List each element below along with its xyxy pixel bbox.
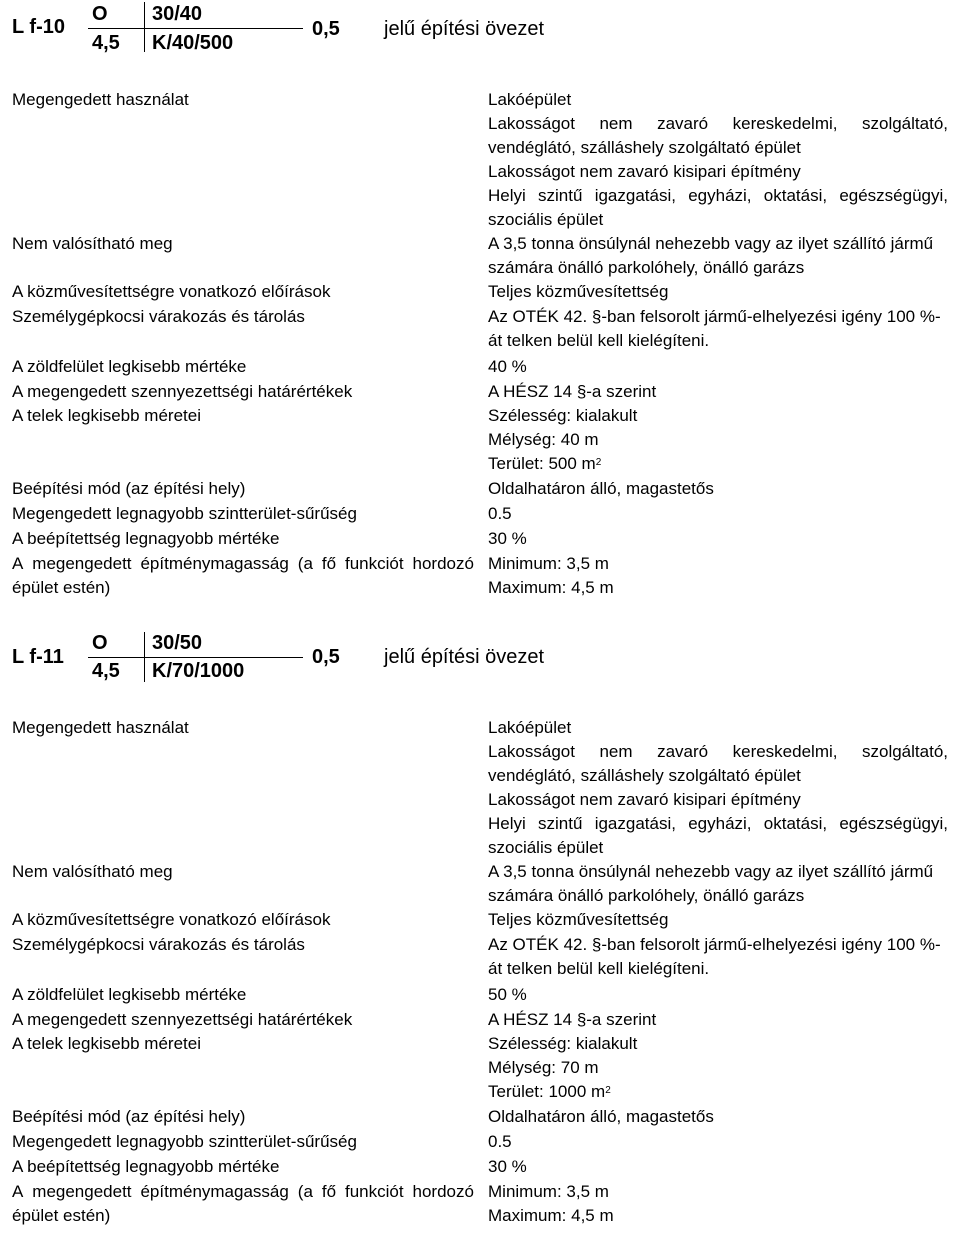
rule-value: Teljes közművesítettség [488,282,669,301]
rule-label: A telek legkisebb méretei [12,1034,201,1053]
zone-top-left: O [92,3,108,25]
value-line-justified: Helyi szintű igazgatási, egyházi, oktatási, egészségügyi, [488,814,948,833]
rule-label: Személygépkocsi várakozás és tárolás [12,307,305,326]
zone-ratio: 0,5 [312,646,340,668]
rule-value [488,404,637,476]
rule-value [488,716,948,860]
zone-bottom-left: 4,5 [92,660,120,682]
rule-value: 50 % [488,985,527,1004]
value-line: Maximum: 4,5 m [488,1206,614,1225]
fraction-divider-horizontal [88,28,303,29]
rule-label: A megengedett szennyezettségi határértékek [12,382,353,401]
rule-label: Beépítési mód (az építési hely) [12,1107,246,1126]
rule-value: 30 % [488,529,527,548]
rule-label: Nem valósítható meg [12,234,173,253]
zone-bottom-right: K/40/500 [152,32,234,54]
rule-value [488,88,948,232]
rule-label: A zöldfelület legkisebb mértéke [12,357,247,376]
rule-value: 40 % [488,357,527,376]
zone-ratio: 0,5 [312,18,340,40]
value-line: Szélesség: kialakult [488,406,638,425]
value-line: át telken belül kell kielégíteni. [488,959,710,978]
value-line: szociális épület [488,210,604,229]
zone-section-lf11 [0,628,960,1225]
rule-label: Megengedett legnagyobb szintterület-sűrűség [12,504,357,523]
value-line: Lakóépület [488,90,572,109]
value-line: Maximum: 4,5 m [488,578,614,597]
rule-label: Beépítési mód (az építési hely) [12,479,246,498]
rule-label: Nem valósítható meg [12,862,173,881]
rule-label: A közművesítettségre vonatkozó előírások [12,910,331,929]
rule-label: A megengedett építménymagasság (a fő funkciót hordozó épület estén) [12,1182,474,1225]
rule-value: A HÉSZ 14 §-a szerint [488,1010,657,1029]
zone-suffix: jelű építési övezet [384,646,545,668]
rule-value [488,860,948,908]
rule-label: A megengedett szennyezettségi határértékek [12,1010,353,1029]
zone-top-right: 30/50 [152,632,203,654]
fraction-divider-horizontal [88,657,303,658]
value-line: számára önálló parkolóhely, önálló garázs [488,886,805,905]
value-line-justified: Helyi szintű igazgatási, egyházi, oktatási, egészségügyi, [488,186,948,205]
rule-label: A megengedett építménymagasság (a fő funkciót hordozó épület estén) [12,554,474,597]
value-line: Szélesség: kialakult [488,1034,638,1053]
value-line: Mélység: 40 m [488,430,599,449]
rule-value: Oldalhatáron álló, magastetős [488,479,714,498]
value-line: Terület: 500 $m^2$ [488,454,602,473]
zone-bottom-right: K/70/1000 [152,660,245,682]
rule-label: A közművesítettségre vonatkozó előírások [12,282,331,301]
rule-value: 0.5 [488,504,512,523]
rule-value [488,305,948,353]
value-line: Terület: 1000 $m^2$ [488,1082,611,1101]
rule-label: A beépítettség legnagyobb mértéke [12,529,280,548]
zone-header [0,628,960,682]
value-line: Az OTÉK 42. §-ban felsorolt jármű-elhelyezési igény 100 %- [488,307,941,326]
rule-value: A HÉSZ 14 §-a szerint [488,382,657,401]
fraction-divider-vertical [144,2,145,52]
value-line: Lakosságot nem zavaró kisipari építmény [488,162,801,181]
zone-bottom-left: 4,5 [92,32,120,54]
value-line: Lakosságot nem zavaró kisipari építmény [488,790,801,809]
rule-label: A telek legkisebb méretei [12,406,201,425]
value-line: szociális épület [488,838,604,857]
value-line-justified: Lakosságot nem zavaró kereskedelmi, szolgáltató, [488,114,948,133]
rule-label: Megengedett használat [12,90,189,109]
value-line: Mélység: 70 m [488,1058,599,1077]
zone-suffix: jelű építési övezet [384,18,545,40]
value-line: Az OTÉK 42. §-ban felsorolt jármű-elhelyezési igény 100 %- [488,935,941,954]
rule-label: A zöldfelület legkisebb mértéke [12,985,247,1004]
rule-value: Teljes közművesítettség [488,910,669,929]
value-line: számára önálló parkolóhely, önálló garázs [488,258,805,277]
value-line-justified: Lakosságot nem zavaró kereskedelmi, szolgáltató, [488,742,948,761]
value-line: Minimum: 3,5 m [488,1182,609,1201]
rule-value [488,1180,614,1228]
zone-code: L f-10 [12,16,65,38]
zone-code: L f-11 [12,646,64,668]
zone-section-lf10 [0,0,960,597]
rule-value: Oldalhatáron álló, magastetős [488,1107,714,1126]
rule-value [488,552,614,600]
rule-label: A beépítettség legnagyobb mértéke [12,1157,280,1176]
value-line: át telken belül kell kielégíteni. [488,331,710,350]
value-line: Lakóépület [488,718,572,737]
value-line: vendéglátó, szálláshely szolgáltató épület [488,138,801,157]
zone-header [0,0,960,54]
value-line: Minimum: 3,5 m [488,554,609,573]
zone-top-right: 30/40 [152,3,203,25]
rule-value [488,933,948,981]
rule-value [488,232,948,280]
rule-label: Személygépkocsi várakozás és tárolás [12,935,305,954]
value-line: A 3,5 tonna önsúlynál nehezebb vagy az ilyet szállító jármű [488,234,934,253]
zone-top-left: O [92,632,108,654]
rule-value: 0.5 [488,1132,512,1151]
rule-label: Megengedett legnagyobb szintterület-sűrűség [12,1132,357,1151]
rule-value [488,1032,637,1104]
value-line: vendéglátó, szálláshely szolgáltató épület [488,766,801,785]
rule-value: 30 % [488,1157,527,1176]
value-line: A 3,5 tonna önsúlynál nehezebb vagy az ilyet szállító jármű [488,862,934,881]
rule-label: Megengedett használat [12,718,189,737]
